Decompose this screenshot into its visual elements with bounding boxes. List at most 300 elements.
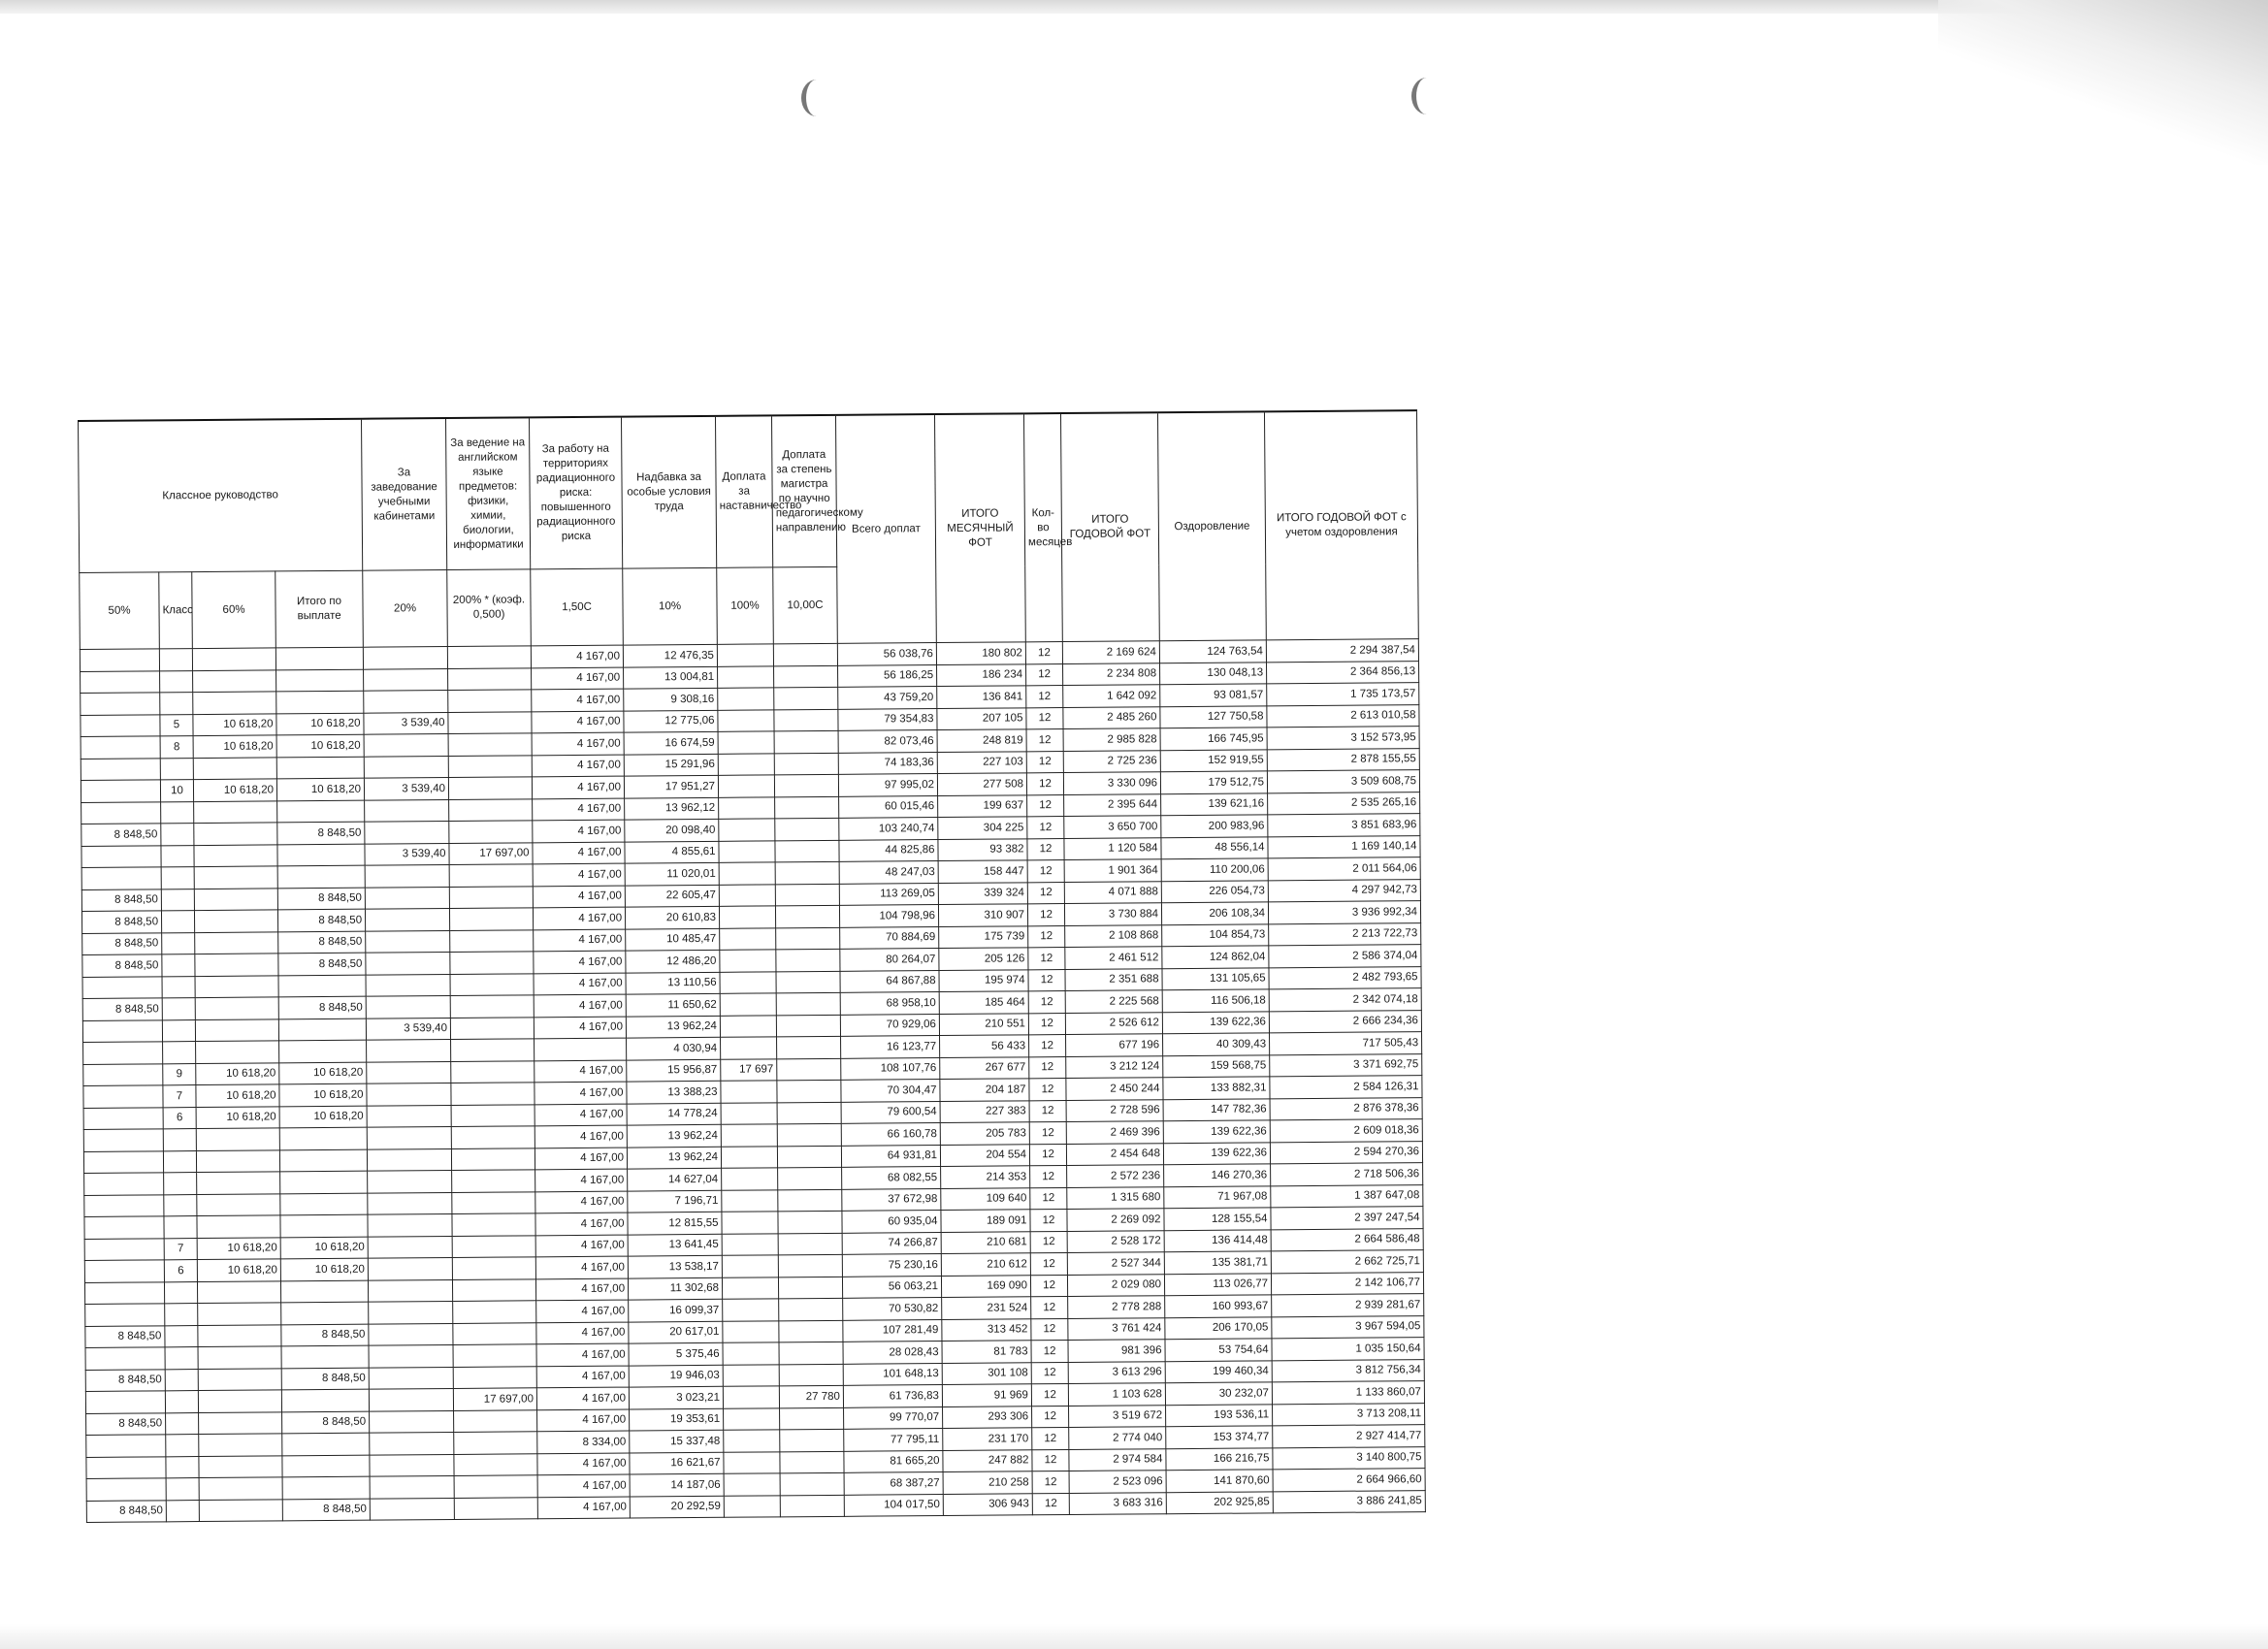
table-cell: 12 — [1026, 751, 1063, 773]
table-cell — [722, 1189, 778, 1212]
table-cell: 2 725 236 — [1063, 750, 1160, 772]
table-cell — [449, 886, 533, 908]
table-cell — [279, 1127, 367, 1149]
table-cell: 12 — [1027, 794, 1064, 817]
table-cell: 135 381,71 — [1164, 1251, 1271, 1274]
table-cell — [451, 1060, 535, 1083]
table-cell: 2 535 265,16 — [1268, 792, 1420, 815]
table-cell — [778, 1211, 842, 1233]
table-cell — [83, 1085, 163, 1108]
table-cell: 10 618,20 — [197, 1237, 280, 1259]
table-cell — [450, 952, 534, 974]
header-monthly-fot: ИТОГО МЕСЯЧНЫЙ ФОТ — [934, 413, 1025, 642]
header-english: За ведение на английском языке предметов: физики, химии, биологии, информатики — [446, 417, 531, 569]
table-cell: 186 234 — [937, 663, 1026, 686]
table-cell: 2 469 396 — [1066, 1121, 1163, 1144]
table-cell: 8 848,50 — [82, 954, 162, 977]
table-cell: 10 485,47 — [626, 928, 720, 951]
table-cell: 4 855,61 — [625, 841, 719, 863]
table-cell: 12 — [1027, 904, 1064, 926]
table-cell — [448, 733, 532, 756]
table-cell — [774, 753, 838, 775]
table-cell: 20 098,40 — [625, 819, 719, 841]
table-cell — [450, 995, 534, 1018]
table-cell: 166 216,75 — [1166, 1447, 1273, 1470]
table-cell: 3 330 096 — [1063, 772, 1160, 794]
table-cell: 19 946,03 — [629, 1365, 723, 1387]
table-cell: 4 167,00 — [533, 907, 625, 929]
table-cell — [719, 819, 775, 841]
header-months: Кол-во месяцев — [1023, 413, 1062, 642]
table-cell: 12 476,35 — [623, 644, 717, 666]
table-cell — [162, 998, 195, 1020]
table-cell: 12 — [1029, 1100, 1066, 1122]
table-cell: 227 103 — [937, 751, 1026, 773]
table-cell — [723, 1342, 779, 1365]
table-cell: 13 538,17 — [628, 1255, 722, 1277]
table-cell — [452, 1213, 535, 1236]
table-cell — [160, 758, 193, 780]
table-cell — [198, 1324, 281, 1346]
table-cell — [199, 1477, 282, 1500]
table-cell: 4 167,00 — [536, 1387, 629, 1409]
table-cell: 16 123,77 — [841, 1036, 940, 1058]
subheader-50: 50% — [80, 572, 160, 650]
scan-top-edge — [0, 0, 2268, 14]
table-cell — [166, 1456, 199, 1478]
table-cell — [448, 711, 532, 733]
table-cell: 4 167,00 — [535, 1082, 627, 1104]
table-cell — [363, 647, 447, 669]
table-cell: 2 666 234,36 — [1269, 1010, 1421, 1033]
table-cell: 210 258 — [943, 1471, 1032, 1494]
table-cell — [780, 1451, 844, 1473]
table-cell — [774, 730, 838, 753]
table-cell — [368, 1213, 452, 1236]
table-cell: 3 509 608,75 — [1267, 770, 1419, 793]
table-cell — [193, 757, 276, 779]
table-cell: 2 974 584 — [1069, 1448, 1166, 1471]
table-cell: 2 213 722,73 — [1269, 922, 1421, 946]
table-cell: 113 269,05 — [839, 883, 938, 905]
table-cell: 267 677 — [940, 1056, 1029, 1079]
table-cell: 4 167,00 — [535, 1148, 627, 1170]
table-cell: 12 — [1027, 882, 1064, 904]
table-cell: 2 011 564,06 — [1268, 857, 1420, 881]
table-cell: 7 — [163, 1085, 196, 1108]
payroll-sheet — [78, 409, 1425, 1523]
table-cell: 4 167,00 — [535, 1104, 627, 1126]
table-cell: 17 697 — [721, 1058, 777, 1081]
table-cell — [199, 1455, 282, 1477]
table-cell: 4 167,00 — [531, 645, 623, 667]
table-cell — [277, 800, 365, 823]
table-cell: 306 943 — [943, 1493, 1032, 1515]
table-cell: 8 848,50 — [281, 1368, 369, 1390]
table-cell — [165, 1325, 198, 1347]
table-cell: 8 848,50 — [277, 909, 365, 931]
table-cell: 116 506,18 — [1162, 989, 1269, 1012]
table-cell: 10 618,20 — [279, 1062, 367, 1084]
table-cell — [279, 1149, 367, 1172]
table-cell — [777, 1146, 841, 1168]
table-cell — [82, 976, 162, 998]
table-cell: 6 — [164, 1260, 197, 1282]
table-cell — [275, 647, 363, 669]
table-cell: 2 728 596 — [1066, 1099, 1163, 1121]
table-cell: 8 848,50 — [277, 822, 365, 844]
table-cell: 74 183,36 — [838, 752, 937, 774]
table-cell: 146 270,36 — [1164, 1164, 1271, 1186]
header-total-extra: Всего доплат — [835, 414, 936, 643]
table-cell: 139 622,36 — [1163, 1142, 1270, 1164]
table-cell: 8 848,50 — [281, 1324, 369, 1346]
table-cell — [164, 1281, 197, 1304]
table-cell: 2 108 868 — [1065, 924, 1162, 947]
table-cell: 4 167,00 — [532, 732, 624, 755]
table-cell — [724, 1451, 780, 1473]
table-cell — [369, 1323, 453, 1345]
table-cell: 70 530,82 — [843, 1298, 942, 1320]
header-radiation: За работу на территориях радиационного риска: повышенного радиационного риска — [530, 417, 623, 569]
table-cell — [368, 1279, 452, 1302]
table-cell — [780, 1495, 844, 1517]
table-cell — [535, 1038, 627, 1060]
table-cell: 68 387,27 — [844, 1472, 943, 1495]
table-cell: 207 105 — [937, 707, 1026, 729]
table-cell: 199 460,34 — [1165, 1360, 1272, 1382]
table-cell: 103 240,74 — [839, 818, 938, 840]
table-cell — [83, 1042, 163, 1064]
table-cell: 79 600,54 — [841, 1101, 940, 1123]
table-cell — [723, 1386, 779, 1408]
table-cell — [81, 867, 161, 889]
table-cell: 14 627,04 — [628, 1168, 722, 1190]
table-cell: 97 995,02 — [838, 774, 937, 796]
table-cell: 4 167,00 — [535, 1235, 628, 1257]
table-cell — [774, 665, 838, 688]
table-cell — [194, 823, 277, 845]
table-cell: 8 848,50 — [82, 998, 162, 1020]
table-cell — [721, 1037, 777, 1059]
table-cell: 82 073,46 — [838, 730, 937, 753]
table-cell — [448, 690, 532, 712]
table-cell — [369, 1344, 453, 1367]
table-cell: 8 848,50 — [282, 1499, 370, 1521]
table-cell: 12 — [1026, 729, 1063, 752]
table-cell: 13 962,24 — [627, 1124, 721, 1147]
table-cell: 3 730 884 — [1064, 903, 1161, 925]
table-cell — [197, 1193, 280, 1215]
punch-hole-mark-left — [801, 80, 831, 116]
table-cell — [451, 1148, 535, 1170]
table-cell — [451, 1126, 535, 1148]
table-cell: 101 648,13 — [843, 1363, 942, 1385]
table-cell — [281, 1345, 369, 1368]
subheader-radiation-coef: 1,50С — [531, 568, 624, 646]
table-cell: 981 396 — [1068, 1340, 1165, 1362]
table-cell: 127 750,58 — [1160, 705, 1267, 728]
table-cell — [719, 884, 775, 906]
table-cell — [367, 1148, 451, 1171]
table-cell — [280, 1280, 368, 1303]
table-cell — [281, 1389, 369, 1411]
table-cell: 12 — [1031, 1341, 1068, 1363]
table-cell: 2 029 080 — [1067, 1274, 1164, 1296]
table-cell: 12 — [1028, 969, 1065, 991]
table-cell — [452, 1191, 535, 1213]
header-master: Доплата за степень магистра по научно педагогическому направлению — [772, 415, 837, 567]
table-cell — [163, 1129, 196, 1151]
table-cell — [84, 1216, 164, 1239]
table-cell: 1 035 150,64 — [1272, 1338, 1424, 1361]
table-cell — [366, 953, 450, 975]
table-cell — [278, 1018, 366, 1041]
subheader-100: 100% — [717, 567, 774, 644]
table-cell: 193 536,11 — [1166, 1404, 1273, 1426]
table-cell: 179 512,75 — [1160, 771, 1267, 793]
table-cell — [724, 1430, 780, 1452]
table-cell — [454, 1432, 537, 1454]
table-cell — [280, 1193, 368, 1215]
table-cell: 3 936 992,34 — [1268, 901, 1420, 924]
table-cell: 2 664 966,60 — [1273, 1469, 1425, 1492]
table-cell: 11 650,62 — [626, 993, 720, 1016]
table-cell: 17 697,00 — [449, 842, 533, 864]
table-cell: 8 848,50 — [82, 932, 162, 954]
table-cell — [449, 821, 533, 843]
table-cell: 166 745,95 — [1160, 728, 1267, 750]
table-cell — [454, 1453, 537, 1475]
table-cell — [195, 975, 278, 997]
table-cell: 8 848,50 — [81, 824, 161, 846]
table-cell: 12 — [1030, 1187, 1067, 1210]
header-annual-fot: ИТОГО ГОДОВОЙ ФОТ — [1060, 412, 1159, 641]
subheader-klass: Класс — [159, 572, 193, 649]
table-cell — [199, 1434, 282, 1456]
table-cell: 12 — [1026, 707, 1063, 729]
table-cell: 3 539,40 — [364, 712, 448, 734]
table-cell: 204 187 — [940, 1079, 1029, 1101]
table-cell: 175 739 — [939, 925, 1028, 948]
table-cell — [778, 1233, 842, 1255]
table-cell — [776, 1015, 840, 1037]
table-cell: 3 613 296 — [1068, 1361, 1165, 1383]
table-cell: 8 848,50 — [278, 931, 366, 954]
subheader-200: 200% * (коэф. 0,500) — [447, 569, 532, 647]
table-cell: 12 — [1027, 860, 1064, 883]
table-cell: 6 — [163, 1107, 196, 1129]
table-cell — [162, 954, 195, 977]
table-cell — [280, 1214, 368, 1237]
table-cell — [452, 1235, 535, 1257]
table-cell: 247 882 — [943, 1449, 1032, 1471]
table-cell — [721, 1102, 777, 1124]
table-cell: 4 030,94 — [627, 1037, 721, 1059]
punch-hole-mark-right — [1411, 78, 1442, 114]
subheader-payout: Итого по выплате — [275, 570, 364, 648]
table-cell — [778, 1254, 842, 1277]
table-cell: 2 939 281,67 — [1272, 1294, 1424, 1317]
table-cell: 10 618,20 — [193, 779, 276, 801]
table-cell: 75 230,16 — [842, 1254, 941, 1277]
header-special-conditions: Надбавка за особые условия труда — [622, 416, 717, 568]
table-cell: 8 848,50 — [278, 996, 366, 1018]
table-cell — [81, 801, 161, 824]
table-cell — [774, 774, 838, 796]
table-cell — [162, 976, 195, 998]
table-cell: 3 539,40 — [365, 843, 449, 865]
table-cell: 3 650 700 — [1064, 816, 1161, 838]
table-cell: 79 354,83 — [838, 708, 937, 730]
table-cell: 206 170,05 — [1165, 1316, 1272, 1339]
header-mentoring: Доплата за наставничество — [716, 415, 773, 567]
table-cell: 204 554 — [940, 1144, 1029, 1166]
table-cell — [724, 1495, 780, 1517]
table-cell: 214 353 — [941, 1166, 1030, 1188]
table-cell: 20 617,01 — [629, 1321, 723, 1343]
table-cell — [164, 1173, 197, 1195]
table-cell — [779, 1298, 843, 1320]
table-cell: 27 780 — [779, 1385, 843, 1407]
table-cell: 60 935,04 — [842, 1211, 941, 1233]
table-cell: 159 568,75 — [1163, 1054, 1270, 1077]
table-cell: 1 642 092 — [1063, 685, 1160, 707]
table-cell — [718, 731, 774, 754]
table-cell — [775, 840, 839, 862]
table-cell — [161, 801, 194, 824]
table-cell: 4 071 888 — [1064, 881, 1161, 903]
table-cell: 12 — [1031, 1384, 1068, 1406]
table-cell — [197, 1280, 280, 1303]
table-cell — [86, 1478, 166, 1501]
table-cell: 10 618,20 — [196, 1106, 279, 1128]
table-cell: 10 618,20 — [196, 1062, 279, 1084]
table-cell: 4 167,00 — [532, 667, 624, 690]
subheader-10: 10% — [623, 567, 718, 645]
table-cell: 136 841 — [937, 686, 1026, 708]
table-cell: 74 266,87 — [842, 1232, 941, 1254]
table-cell — [83, 1129, 163, 1151]
table-cell: 131 105,65 — [1162, 967, 1269, 989]
table-cell — [451, 1083, 535, 1105]
table-cell — [165, 1347, 198, 1370]
table-cell — [775, 818, 839, 840]
table-cell — [198, 1390, 281, 1412]
table-cell: 43 759,20 — [838, 687, 937, 709]
table-cell: 4 167,00 — [533, 886, 625, 908]
table-cell: 16 099,37 — [629, 1299, 723, 1321]
table-cell: 14 778,24 — [627, 1103, 721, 1125]
table-cell: 48 556,14 — [1161, 836, 1268, 858]
table-cell: 10 618,20 — [276, 713, 364, 735]
table-cell: 3 967 594,05 — [1272, 1315, 1424, 1339]
table-cell — [367, 1061, 451, 1083]
table-cell — [452, 1257, 535, 1279]
table-cell: 13 962,24 — [627, 1147, 721, 1169]
table-cell — [369, 1367, 453, 1389]
table-cell — [166, 1435, 199, 1457]
table-cell — [162, 932, 195, 954]
table-cell — [194, 888, 277, 910]
table-cell: 80 264,07 — [840, 949, 939, 971]
table-cell: 16 621,67 — [630, 1452, 724, 1474]
table-cell: 12 — [1031, 1362, 1068, 1384]
table-cell — [163, 1150, 196, 1173]
table-cell: 677 196 — [1066, 1034, 1163, 1056]
table-cell: 180 802 — [936, 642, 1025, 664]
table-cell: 2 594 270,36 — [1270, 1141, 1422, 1164]
table-cell — [451, 1039, 535, 1061]
table-cell: 205 783 — [940, 1122, 1029, 1145]
table-cell: 301 108 — [942, 1362, 1031, 1384]
table-cell: 2 269 092 — [1067, 1209, 1164, 1231]
table-cell: 8 848,50 — [85, 1325, 165, 1347]
table-cell — [370, 1410, 454, 1433]
table-cell — [367, 1105, 451, 1127]
table-cell: 3 886 241,85 — [1273, 1490, 1425, 1513]
table-cell: 277 508 — [937, 773, 1026, 795]
table-cell: 10 618,20 — [193, 713, 276, 735]
table-cell — [277, 844, 365, 866]
table-cell: 2 985 828 — [1063, 728, 1160, 751]
table-cell — [282, 1476, 370, 1499]
table-cell: 20 610,83 — [625, 906, 719, 928]
table-cell — [452, 1278, 535, 1301]
table-cell: 4 167,00 — [537, 1453, 630, 1475]
table-cell: 717 505,43 — [1270, 1032, 1422, 1055]
table-cell — [195, 931, 278, 954]
table-cell: 12 486,20 — [626, 950, 720, 972]
table-cell: 2 778 288 — [1068, 1296, 1165, 1318]
table-cell — [777, 1036, 841, 1058]
table-cell: 293 306 — [943, 1406, 1032, 1428]
table-cell — [282, 1433, 370, 1455]
table-cell — [197, 1172, 280, 1194]
table-cell — [85, 1304, 165, 1326]
table-cell: 4 167,00 — [535, 1125, 627, 1148]
table-cell: 16 674,59 — [624, 731, 718, 754]
table-cell: 56 038,76 — [837, 643, 936, 665]
table-cell: 3 713 208,11 — [1273, 1403, 1425, 1426]
table-cell: 68 958,10 — [840, 992, 939, 1015]
table-cell — [775, 884, 839, 906]
table-cell — [83, 1107, 163, 1129]
table-cell: 22 605,47 — [625, 885, 719, 907]
table-cell: 2 586 374,04 — [1269, 945, 1421, 968]
table-cell — [370, 1454, 454, 1476]
table-cell — [777, 1058, 841, 1081]
table-cell: 2 523 096 — [1069, 1471, 1166, 1493]
table-cell — [367, 1083, 451, 1105]
table-cell: 3 140 800,75 — [1273, 1446, 1425, 1470]
table-cell: 2 294 387,54 — [1266, 639, 1418, 663]
table-cell: 4 167,00 — [536, 1343, 629, 1366]
table-cell: 4 167,00 — [536, 1300, 629, 1322]
table-cell — [194, 866, 277, 889]
table-cell: 210 551 — [939, 1013, 1028, 1035]
table-cell: 3 812 756,34 — [1272, 1359, 1424, 1382]
table-cell — [195, 1018, 278, 1041]
table-cell: 130 048,13 — [1160, 662, 1267, 684]
table-cell — [161, 911, 194, 933]
table-cell — [81, 845, 161, 867]
table-cell — [86, 1456, 166, 1478]
table-cell — [192, 648, 275, 670]
table-cell: 4 167,00 — [534, 951, 626, 973]
table-cell: 2 395 644 — [1064, 793, 1161, 816]
table-cell: 9 — [163, 1063, 196, 1085]
